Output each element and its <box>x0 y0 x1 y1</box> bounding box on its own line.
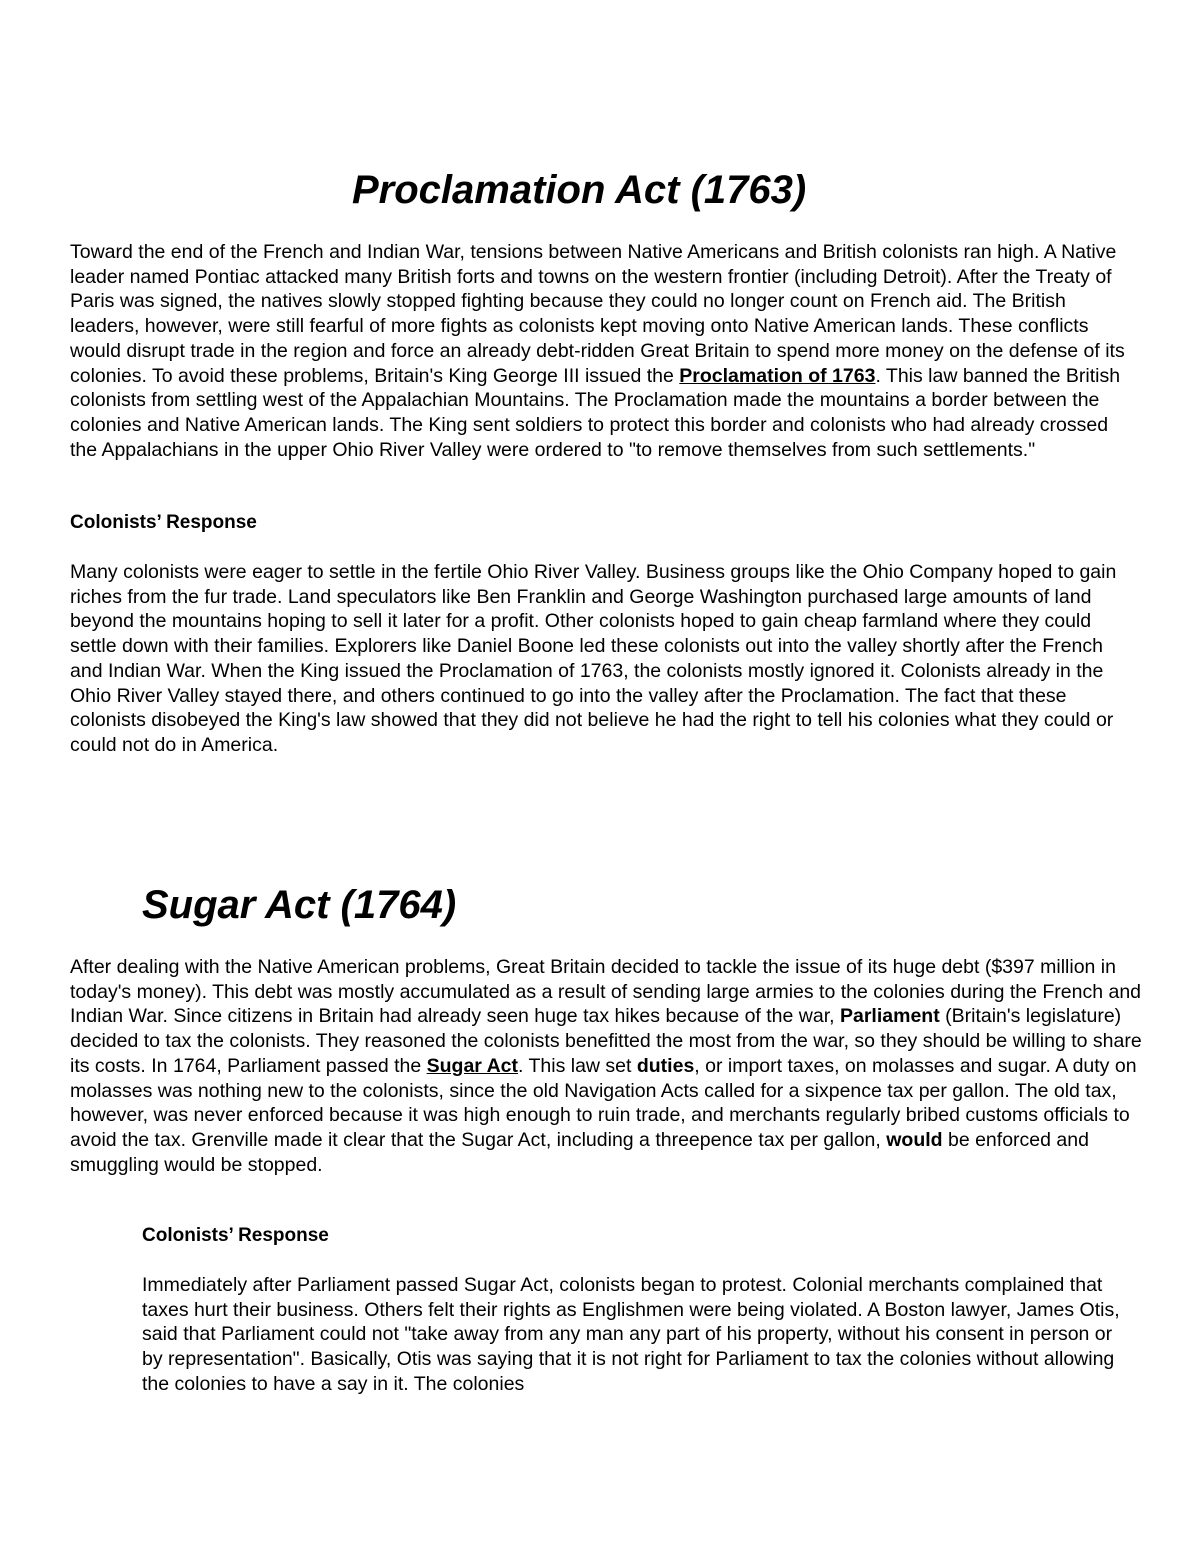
colonists-response-heading: Colonists’ Response <box>70 512 257 533</box>
paragraph-text: After dealing with the Native American problems, Great Britain decided to tackle the issue of its huge debt ($397 million in today's money). This debt was mostly accumulated as a result of sending large armies to the colonies during the French and Indian War. Since citizens in Britain had already seen huge tax hikes because of the war, <box>70 956 1142 1028</box>
section-title-proclamation-act: Proclamation Act (1763) <box>352 168 807 212</box>
paragraph-text: . This law banned the British colonists from settling west of the Appalachian Mountains. The Proclamation made the mountains a border between the colonies and Native American lands. The King sent soldiers to protect this border and colonists who had already crossed the Appalachians in the upper Ohio River Valley were ordered to "to remove themselves from such settlements." <box>70 364 1121 461</box>
paragraph-text: . This law set <box>518 1054 637 1077</box>
paragraph-text: Toward the end of the French and Indian War, tensions between Native Americans and British colonists ran high. A Native leader named Pontiac attacked many British forts and towns on the western frontier (including Detroit). After the Treaty of Paris was signed, the natives slowly stopped fighting because they could no longer count on French aid. The British leaders, however, were still fearful of more fights as colonists kept moving onto Native American lands. These conflicts would disrupt trade in the region and force an already debt-ridden Great Britain to spend more money on the defense of its colonies. To avoid these problems, Britain's King George III issued the <box>70 241 1125 387</box>
paragraph-text: , or import taxes, on molasses and sugar. A duty on molasses was nothing new to the colonists, since the old Navigation Acts called for a sixpence tax per gallon. The old tax, however, was never enforced because it was high enough to ruin trade, and merchants regularly bribed customs officials to avoid the tax. Grenville made it clear that the Sugar Act, including a threepence tax per gallon, <box>70 1054 1137 1151</box>
colonists-response-heading: Colonists’ Response <box>142 1225 329 1246</box>
paragraph-text: (Britain's legislature) decided to tax the colonists. They reasoned the colonists benefitted the most from the war, so they should be willing to share its costs. In 1764, Parliament passed the <box>70 1005 1142 1077</box>
key-term-sugar-act: Sugar Act <box>426 1054 518 1077</box>
sugar-act-response-paragraph: Immediately after Parliament passed Sugar Act, colonists began to protest. Colonial merchants complained that taxes hurt their business. Others felt their rights as Englishmen were being violated. A Boston lawyer, James Otis, said that Parliament could not "take away from any man any part of his property, without his consent in person or by representation". Basically, Otis was saying that it is not right for Parliament to tax the colonies without allowing the colonies to have a say in it. The colonies <box>142 1274 1120 1395</box>
paragraph-text: be enforced and smuggling would be stopped. <box>70 1128 1089 1176</box>
section-title-sugar-act: Sugar Act (1764) <box>142 883 457 927</box>
key-term-duties: duties <box>636 1054 695 1077</box>
key-term-parliament: Parliament <box>839 1005 940 1028</box>
sugar-act-paragraph <box>70 955 1150 1177</box>
emphasis-would: would <box>886 1128 943 1151</box>
proclamation-act-paragraph <box>70 240 1130 462</box>
key-term-proclamation-of-1763: Proclamation of 1763 <box>679 364 876 387</box>
proclamation-response-paragraph: Many colonists were eager to settle in the fertile Ohio River Valley. Business groups like the Ohio Company hoped to gain riches from the fur trade. Land speculators like Ben Franklin and George Washington purchased large amounts of land beyond the mountains hoping to sell it later for a profit. Other colonists hoped to gain cheap farmland where they could settle down with their families. Explorers like Daniel Boone led these colonists out into the valley shortly after the French and Indian War. When the King issued the Proclamation of 1763, the colonists mostly ignored it. Colonists already in the Ohio River Valley stayed there, and others continued to go into the valley after the Proclamation. The fact that these colonists disobeyed the King's law showed that they did not believe he had the right to tell his colonies what they could or could not do in America. <box>70 561 1117 756</box>
